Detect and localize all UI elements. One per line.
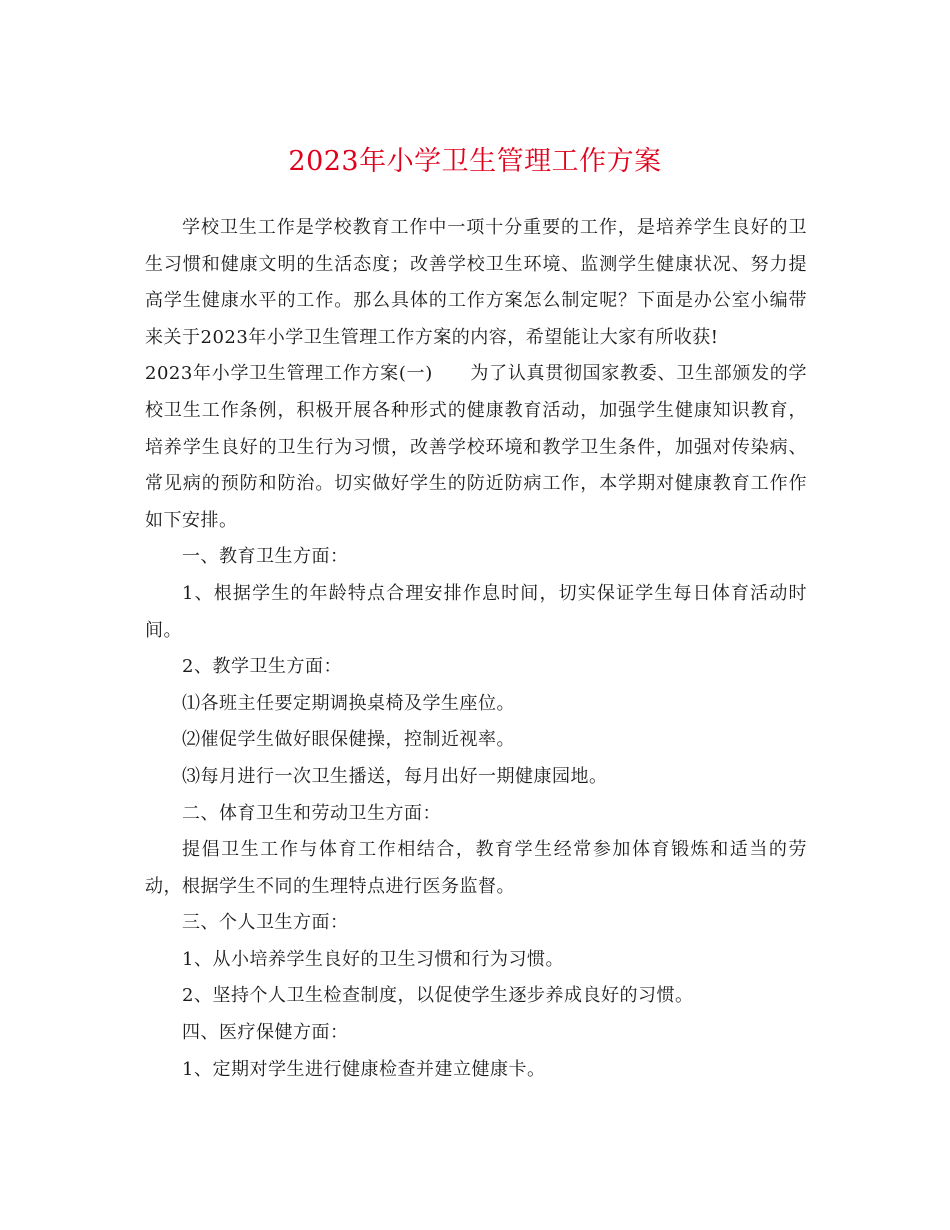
document-title: 2023年小学卫生管理工作方案 xyxy=(288,146,662,177)
section-heading-education: 一、教育卫生方面： xyxy=(182,546,349,568)
paragraph-sports-labor: 提倡卫生工作与体育工作相结合，教育学生经常参加体育锻炼和适当的劳动，根据学生不同的生理特点进行医务监督。 xyxy=(145,839,807,897)
list-item: 2、教学卫生方面： xyxy=(182,656,342,678)
section-heading-personal-hygiene: 三、个人卫生方面： xyxy=(182,912,349,934)
list-item: 2、坚持个人卫生检查制度，以促使学生逐步养成良好的习惯。 xyxy=(182,985,694,1007)
list-item: 1、定期对学生进行健康检查并建立健康卡。 xyxy=(182,1058,546,1080)
sub-list-item: ⑵催促学生做好眼保健操，控制近视率。 xyxy=(182,729,515,751)
section-heading-sports-labor: 二、体育卫生和劳动卫生方面： xyxy=(182,802,441,824)
paragraph-intro: 学校卫生工作是学校教育工作中一项十分重要的工作，是培养学生良好的卫生习惯和健康文明的生活态度；改善学校卫生环境、监测学生健康状况、努力提高学生健康水平的工作。那么具体的工作方案怎么制定呢？下面是办公室小编带来关于2023年小学卫生管理工作方案的内容，希望能让大家有所收获! xyxy=(145,217,807,348)
sub-list-item: ⑴各班主任要定期调换桌椅及学生座位。 xyxy=(182,692,515,714)
paragraph-plan-one: 2023年小学卫生管理工作方案(一) 为了认真贯彻国家教委、卫生部颁发的学校卫生工作条例，积极开展各种形式的健康教育活动，加强学生健康知识教育，培养学生良好的卫生行为习惯，改善学校环境和教学卫生条件，加强对传染病、常见病的预防和防治。切实做好学生的防近防病工作，本学期对健康教育工作作如下安排。 xyxy=(145,363,807,531)
document-body xyxy=(145,210,807,1088)
list-item: 1、根据学生的年龄特点合理安排作息时间，切实保证学生每日体育活动时间。 xyxy=(145,582,807,641)
sub-list-item: ⑶每月进行一次卫生播送，每月出好一期健康园地。 xyxy=(182,765,608,787)
list-item: 1、从小培养学生良好的卫生习惯和行为习惯。 xyxy=(182,948,564,970)
section-heading-medical-care: 四、医疗保健方面： xyxy=(182,1022,349,1044)
